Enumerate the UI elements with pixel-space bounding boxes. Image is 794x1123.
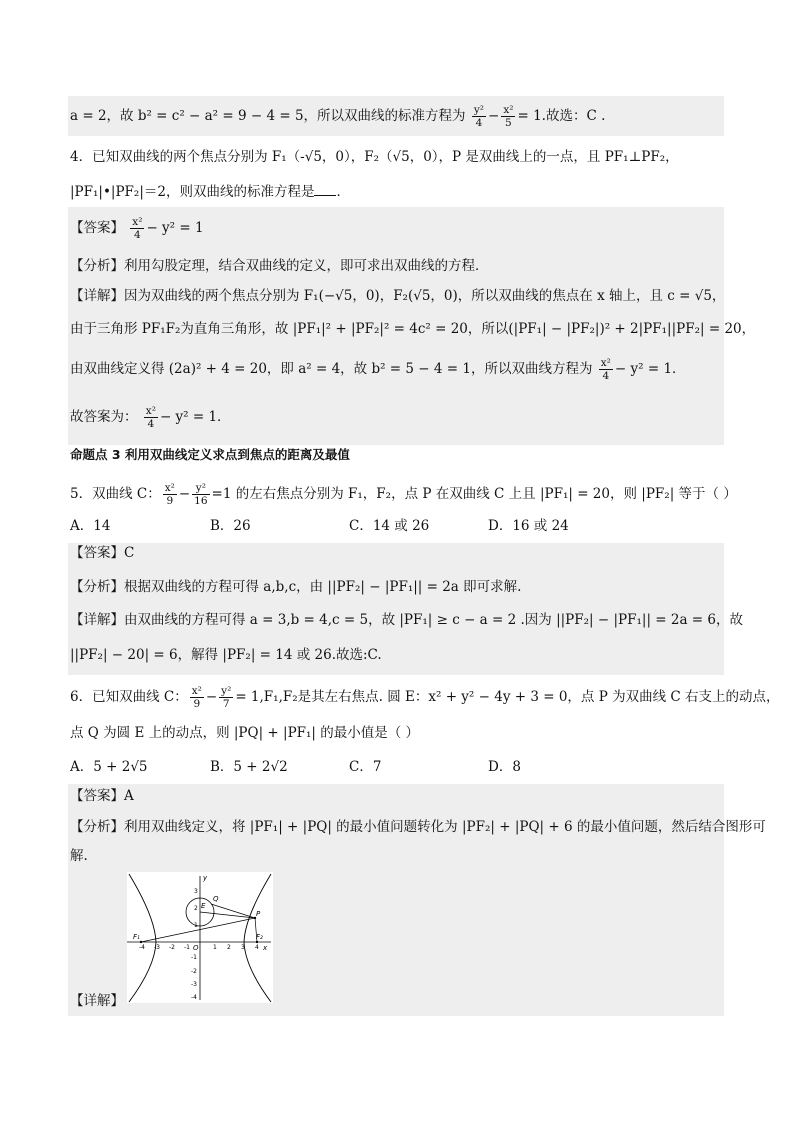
segment-e-p: [200, 912, 255, 918]
denominator: 9: [166, 495, 174, 507]
q6-option-a: A．5 + 2√5: [70, 759, 148, 775]
e-label: E: [201, 902, 206, 910]
point-p: [254, 917, 256, 919]
text: |PF₁|•|PF₂|＝2，则双曲线的标准方程是: [70, 184, 315, 200]
denominator: 9: [193, 698, 201, 710]
numerator: x²: [191, 685, 202, 697]
x-tick: 4: [255, 944, 259, 951]
fraction: [144, 405, 158, 430]
y-tick: 3: [194, 888, 198, 895]
q6-stem-line2: 点 Q 为圆 E 上的动点，则 |PQ| + |PF₁| 的最小值是（ ）: [70, 725, 420, 741]
q4-final-answer: [70, 405, 231, 430]
q5-option-d: D．16 或 24: [488, 518, 569, 534]
x-tick: 3: [241, 944, 245, 951]
q5-option-a: A．14: [70, 518, 111, 534]
y-tick: -3: [191, 981, 197, 988]
fraction: [130, 216, 144, 241]
minus: −: [205, 689, 218, 705]
numerator: x²: [145, 405, 156, 417]
text: 故答案为：: [70, 409, 138, 425]
text: 5．双曲线 C：: [70, 486, 161, 502]
q5-detail-line2: ||PF₂| − 20| = 6，解得 |PF₂| = 14 或 26.故选:C.: [70, 647, 382, 663]
q5-detail-line1: 【详解】由双曲线的方程可得 a = 3,b = 4,c = 5，故 |PF₁| ≥ c − a = 2 .因为 ||PF₂| − |PF₁|| = 2a = 6，故: [70, 612, 744, 628]
y-tick: -4: [191, 994, 197, 1001]
numerator: x²: [132, 216, 143, 228]
numerator: y²: [473, 104, 485, 116]
hyperbola-figure: [127, 872, 273, 1003]
minus: −: [178, 486, 191, 502]
numerator: x²: [164, 482, 175, 494]
hyperbola-diagram: [127, 872, 273, 1003]
x-tick: -3: [154, 944, 160, 951]
fraction: [501, 104, 515, 129]
f1-label: F₁: [133, 933, 140, 941]
q5-answer: 【答案】C: [70, 545, 135, 561]
origin-label: O: [193, 944, 199, 952]
fraction: [219, 685, 233, 710]
x-tick: -2: [169, 944, 175, 951]
q4-detail-line1: 【详解】因为双曲线的两个焦点分别为 F₁(−√5，0)，F₂(√5，0)，所以双曲线的焦点在 x 轴上，且 c = √5，: [70, 288, 726, 304]
point-f2: [256, 941, 258, 943]
point-f1: [140, 941, 142, 943]
q6-stem-line1: [70, 685, 780, 710]
q6-analysis-line2: 解.: [70, 848, 88, 864]
segment-f1-p: [141, 918, 255, 942]
q6-option-b: B．5 + 2√2: [210, 759, 288, 775]
denominator: 16: [194, 495, 208, 507]
answer-blank: [314, 183, 336, 196]
denominator: 5: [505, 117, 512, 129]
x-ticks: [139, 944, 259, 951]
q6-option-d: D．8: [488, 759, 521, 775]
q6-detail-label: 【详解】: [70, 993, 124, 1009]
denominator: 4: [475, 117, 483, 129]
answer-label: 【答案】: [70, 220, 124, 236]
numerator: x²: [503, 104, 514, 116]
q6-analysis-line1: 【分析】利用双曲线定义，将 |PF₁| + |PQ| 的最小值问题转化为 |PF₂| + |PQ| + 6 的最小值问题，然后结合图形可: [70, 819, 766, 835]
f2-label: F₂: [256, 933, 263, 941]
q4-stem-line2: [70, 181, 350, 203]
text: a = 2，故 b² = c² − a² = 9 − 4 = 5，所以双曲线的标准方程为: [70, 108, 466, 124]
x-tick: 1: [213, 944, 217, 951]
q6-answer: 【答案】A: [70, 788, 134, 804]
x-tick: -1: [184, 944, 190, 951]
y-label: y: [203, 874, 208, 882]
y-tick: -1: [191, 954, 197, 961]
p-label: P: [256, 910, 261, 918]
text: − y² = 1: [146, 220, 204, 236]
numerator: y²: [221, 685, 232, 697]
numerator: x²: [600, 357, 611, 369]
denominator: 4: [147, 418, 155, 430]
x-label: x: [263, 944, 268, 952]
prev-answer-line: [70, 104, 605, 129]
x-tick: 2: [227, 944, 231, 951]
text: = 1.故选：C .: [517, 108, 606, 124]
y-tick: -2: [191, 968, 197, 975]
text: =1 的左右焦点分别为 F₁，F₂，点 P 在双曲线 C 上且 |PF₁| = 20，则 |PF₂| 等于（ ）: [211, 486, 737, 502]
q4-answer: [70, 216, 204, 241]
q-label: Q: [213, 895, 219, 903]
q4-stem-line1: 4．已知双曲线的两个焦点分别为 F₁（-√5，0），F₂（√5，0），P 是双曲线上的一点，且 PF₁⊥PF₂，: [70, 149, 679, 165]
q4-detail-line2: 由于三角形 PF₁F₂为直角三角形，故 |PF₁|² + |PF₂|² = 4c² = 20，所以(|PF₁| − |PF₂|)² + 2|PF₁||PF₂| = 20，: [70, 321, 756, 337]
denominator: 4: [602, 370, 610, 382]
q6-option-c: C．7: [349, 759, 382, 775]
fraction: [192, 482, 209, 507]
text: 6．已知双曲线 C：: [70, 689, 188, 705]
y-tick: 1: [194, 922, 198, 929]
q5-option-b: B．26: [210, 518, 251, 534]
denominator: 4: [134, 229, 141, 241]
x-tick: -4: [139, 944, 145, 951]
y-tick: 2: [194, 905, 198, 912]
text: = 1,F₁,F₂是其左右焦点. 圆 E：x² + y² − 4y + 3 = 0，点 P 为双曲线 C 右支上的动点，: [235, 689, 780, 705]
denominator: 7: [222, 698, 230, 710]
q5-stem: [70, 482, 737, 507]
q5-option-c: C．14 或 26: [349, 518, 430, 534]
text: − y² = 1．: [614, 361, 686, 377]
fraction: [472, 104, 486, 129]
fraction: [599, 357, 613, 382]
text: 由双曲线定义得 (2a)² + 4 = 20，即 a² = 4，故 b² = 5 − 4 = 1，所以双曲线方程为: [70, 361, 593, 377]
fraction: [163, 482, 177, 507]
fraction: [190, 685, 204, 710]
text: − y² = 1．: [159, 409, 231, 425]
numerator: y²: [192, 482, 209, 495]
section-heading: 命题点 3 利用双曲线定义求点到焦点的距离及最值: [70, 447, 350, 462]
minus: −: [488, 108, 500, 124]
q4-detail-line3: [70, 357, 686, 382]
q5-analysis: 【分析】根据双曲线的方程可得 a,b,c，由 ||PF₂| − |PF₁|| = 2a 即可求解.: [70, 579, 522, 595]
text: ．: [336, 184, 350, 200]
q4-analysis: 【分析】利用勾股定理，结合双曲线的定义，即可求出双曲线的方程．: [70, 258, 489, 274]
